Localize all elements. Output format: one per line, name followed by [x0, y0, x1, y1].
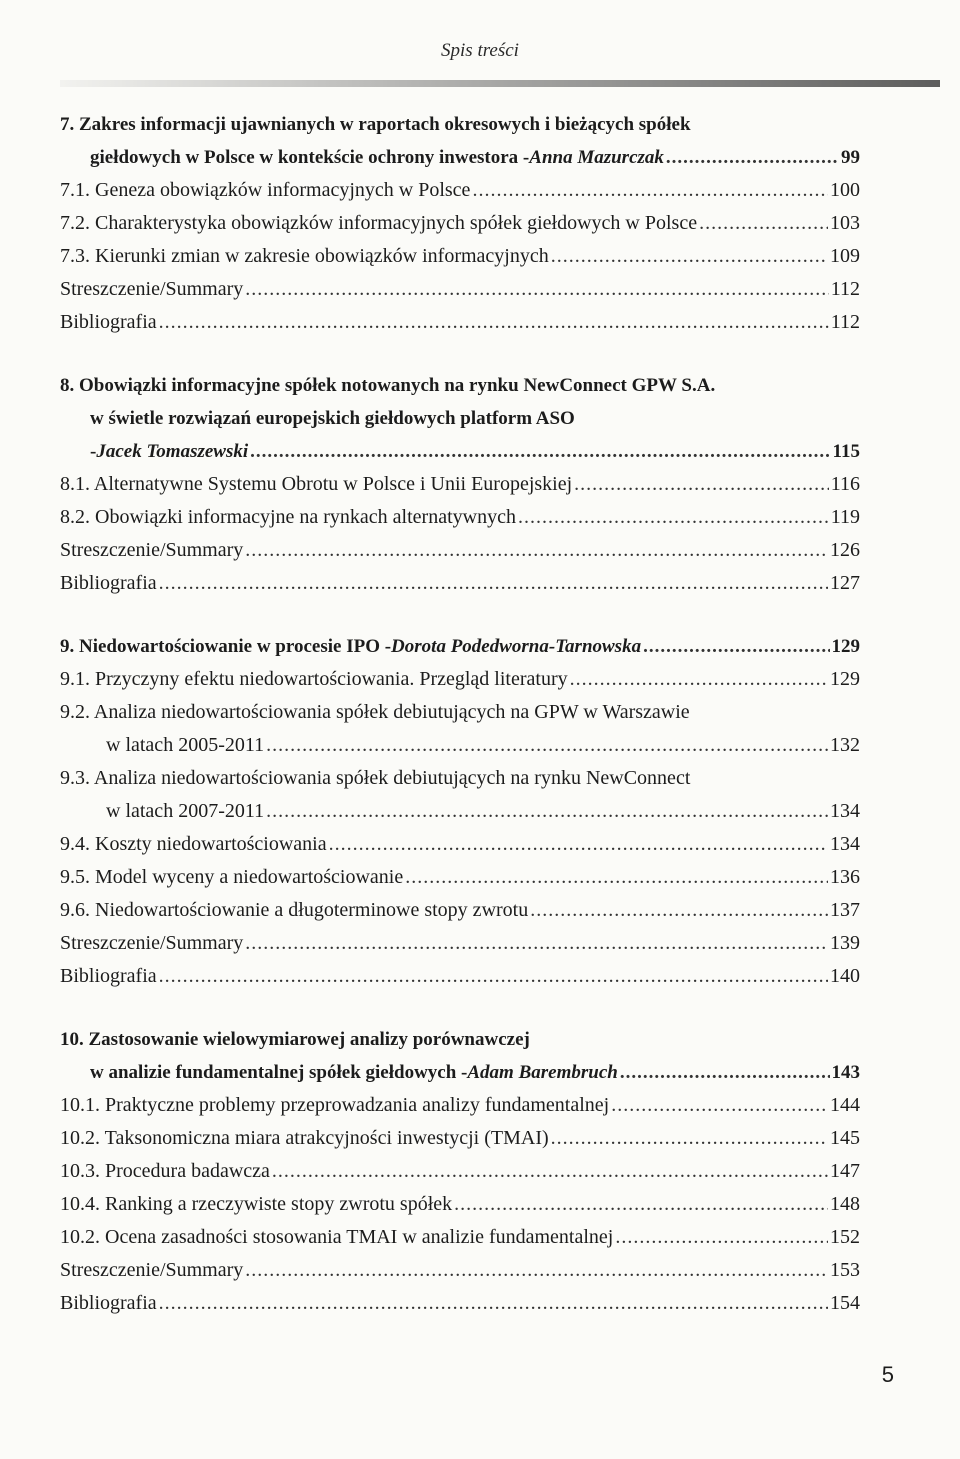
toc-entry [60, 273, 860, 306]
toc-entry-title: 10.4. Ranking a rzeczywiste stopy zwrotu spółek [60, 1193, 453, 1215]
dot-leader [266, 729, 828, 762]
dot-leader [570, 663, 828, 696]
dot-leader [454, 1188, 828, 1221]
dot-leader [159, 306, 829, 339]
dot-leader [245, 273, 828, 306]
table-of-contents [60, 108, 860, 1320]
dot-leader [159, 567, 828, 600]
dot-leader [666, 141, 839, 174]
toc-entry-title: 10. Zastosowanie wielowymiarowej analizy porównawczej [60, 1029, 530, 1050]
dot-leader [611, 1089, 828, 1122]
dot-leader [615, 1221, 828, 1254]
toc-entry-page: 129 [831, 636, 860, 657]
dot-leader [472, 174, 828, 207]
toc-entry-title: 9.3. Analiza niedowartościowania spółek debiutujących na rynku NewConnect [60, 767, 691, 789]
toc-entry-page: 137 [830, 899, 860, 921]
toc-entry-page: 147 [830, 1160, 860, 1182]
header-rule [60, 80, 940, 87]
toc-entry-page: 143 [831, 1062, 860, 1083]
toc-chapter [60, 1023, 860, 1320]
toc-entry-title: Bibliografia [60, 965, 157, 987]
toc-entry-title: 8.2. Obowiązki informacyjne na rynkach alternatywnych [60, 506, 516, 528]
dot-leader [266, 795, 828, 828]
toc-chapter-title-line [60, 141, 860, 174]
toc-chapter-title-line [60, 630, 860, 663]
toc-entry-page: 154 [830, 1292, 860, 1314]
toc-entry-page: 153 [830, 1259, 860, 1281]
chapter-gap [60, 339, 860, 369]
toc-entry-page: 140 [830, 965, 860, 987]
toc-entry-title: giełdowych w Polsce w kontekście ochrony inwestora - [90, 147, 530, 168]
toc-entry-title: 9.2. Analiza niedowartościowania spółek debiutujących na GPW w Warszawie [60, 701, 690, 723]
toc-entry-title: 7.2. Charakterystyka obowiązków informacyjnych spółek giełdowych w Polsce [60, 212, 698, 234]
dot-leader [245, 1254, 828, 1287]
toc-entry-title: w świetle rozwiązań europejskich giełdowych platform ASO [90, 408, 575, 429]
toc-entry-author: Dorota Podedworna-Tarnowska [391, 636, 642, 657]
dot-leader [405, 861, 828, 894]
toc-entry-page: 116 [830, 473, 860, 495]
toc-entry [60, 534, 860, 567]
dot-leader [272, 1155, 828, 1188]
toc-entry [60, 762, 860, 795]
toc-chapter-title-line [60, 402, 860, 435]
toc-entry-page: 100 [830, 179, 860, 201]
toc-entry-page: 144 [830, 1094, 860, 1116]
toc-chapter-title-line [60, 1056, 860, 1089]
toc-entry-author: Adam Barembruch [467, 1062, 618, 1083]
dot-leader [159, 1287, 828, 1320]
toc-entry-title: 9. Niedowartościowanie w procesie IPO - [60, 636, 392, 657]
toc-entry-title: 7.3. Kierunki zmian w zakresie obowiązków informacyjnych [60, 245, 549, 267]
toc-chapter-title-line [60, 435, 860, 468]
dot-leader [530, 894, 828, 927]
toc-entry [60, 663, 860, 696]
toc-entry-page: 126 [830, 539, 860, 561]
toc-entry [60, 729, 860, 762]
toc-entry-page: 129 [830, 668, 860, 690]
toc-entry-page: 109 [830, 245, 860, 267]
toc-entry-page: 145 [830, 1127, 860, 1149]
toc-entry-title: Streszczenie/Summary [60, 539, 244, 561]
toc-chapter-title-line [60, 369, 860, 402]
toc-entry-title: 8. Obowiązki informacyjne spółek notowanych na rynku NewConnect GPW S.A. [60, 375, 716, 396]
dot-leader [551, 1122, 828, 1155]
toc-entry-title: w analizie fundamentalnej spółek giełdowych - [90, 1062, 468, 1083]
toc-entry-page: 152 [830, 1226, 860, 1248]
toc-entry-title: 9.6. Niedowartościowanie a długoterminowe stopy zwrotu [60, 899, 529, 921]
dot-leader [574, 468, 829, 501]
toc-entry [60, 1254, 860, 1287]
toc-entry [60, 468, 860, 501]
toc-entry-title: Bibliografia [60, 311, 157, 333]
dot-leader [245, 927, 828, 960]
toc-entry-title: 10.3. Procedura badawcza [60, 1160, 270, 1182]
toc-entry [60, 894, 860, 927]
toc-entry [60, 795, 860, 828]
page-number: 5 [881, 1362, 894, 1387]
toc-entry-title: 10.2. Ocena zasadności stosowania TMAI w analizie fundamentalnej [60, 1226, 614, 1248]
toc-entry-page: 134 [830, 800, 860, 822]
toc-entry-page: 115 [832, 441, 860, 462]
toc-entry-page: 148 [830, 1193, 860, 1215]
toc-entry-page: 99 [841, 147, 860, 168]
toc-entry-page: 139 [830, 932, 860, 954]
toc-entry-author: Anna Mazurczak [529, 147, 664, 168]
toc-chapter-title-line [60, 108, 860, 141]
toc-entry [60, 1089, 860, 1122]
toc-entry [60, 1221, 860, 1254]
chapter-gap [60, 600, 860, 630]
dot-leader [620, 1056, 830, 1089]
toc-entry-title: Bibliografia [60, 1292, 157, 1314]
toc-entry-title: Bibliografia [60, 572, 157, 594]
toc-entry [60, 960, 860, 993]
toc-entry [60, 306, 860, 339]
toc-entry [60, 174, 860, 207]
toc-entry [60, 828, 860, 861]
toc-entry-page: 132 [830, 734, 860, 756]
dot-leader [245, 534, 828, 567]
toc-chapter-title-line [60, 1023, 860, 1056]
toc-entry-title: Streszczenie/Summary [60, 932, 244, 954]
dot-leader [518, 501, 829, 534]
toc-entry [60, 501, 860, 534]
toc-entry [60, 1287, 860, 1320]
toc-entry [60, 1155, 860, 1188]
dot-leader [159, 960, 828, 993]
dot-leader [551, 240, 828, 273]
chapter-gap [60, 993, 860, 1023]
toc-entry-page: 119 [830, 506, 860, 528]
dot-leader [643, 630, 829, 663]
toc-entry [60, 696, 860, 729]
toc-entry-author: Jacek Tomaszewski [96, 441, 249, 462]
toc-entry-page: 112 [830, 278, 860, 300]
toc-entry-title: 9.5. Model wyceny a niedowartościowanie [60, 866, 404, 888]
running-header: Spis treści [441, 40, 519, 61]
toc-entry [60, 207, 860, 240]
toc-chapter [60, 369, 860, 600]
toc-entry-page: 134 [830, 833, 860, 855]
toc-entry-title: Streszczenie/Summary [60, 278, 244, 300]
dot-leader [329, 828, 828, 861]
dot-leader [250, 435, 830, 468]
toc-entry-page: 112 [830, 311, 860, 333]
toc-entry [60, 567, 860, 600]
toc-entry-title: 9.1. Przyczyny efektu niedowartościowania. Przegląd literatury [60, 668, 568, 690]
toc-entry-page: 103 [830, 212, 860, 234]
toc-entry-title: 7. Zakres informacji ujawnianych w raportach okresowych i bieżących spółek [60, 114, 691, 135]
toc-entry [60, 240, 860, 273]
toc-entry-title: 9.4. Koszty niedowartościowania [60, 833, 327, 855]
toc-entry-title: 8.1. Alternatywne Systemu Obrotu w Polsce i Unii Europejskiej [60, 473, 573, 495]
dot-leader [699, 207, 828, 240]
toc-entry-title: 10.2. Taksonomiczna miara atrakcyjności inwestycji (TMAI) [60, 1127, 549, 1149]
toc-entry-title: 7.1. Geneza obowiązków informacyjnych w Polsce [60, 179, 471, 201]
toc-entry-page: 127 [830, 572, 860, 594]
toc-entry-title: w latach 2007-2011 [106, 800, 265, 822]
toc-entry [60, 1122, 860, 1155]
toc-chapter [60, 630, 860, 993]
toc-entry-page: 136 [830, 866, 860, 888]
toc-entry [60, 927, 860, 960]
toc-entry-title: Streszczenie/Summary [60, 1259, 244, 1281]
toc-chapter [60, 108, 860, 339]
toc-entry [60, 1188, 860, 1221]
toc-entry-title: w latach 2005-2011 [106, 734, 265, 756]
toc-entry-title: 10.1. Praktyczne problemy przeprowadzania analizy fundamentalnej [60, 1094, 610, 1116]
toc-entry [60, 861, 860, 894]
toc-entry-title: - [90, 441, 97, 462]
